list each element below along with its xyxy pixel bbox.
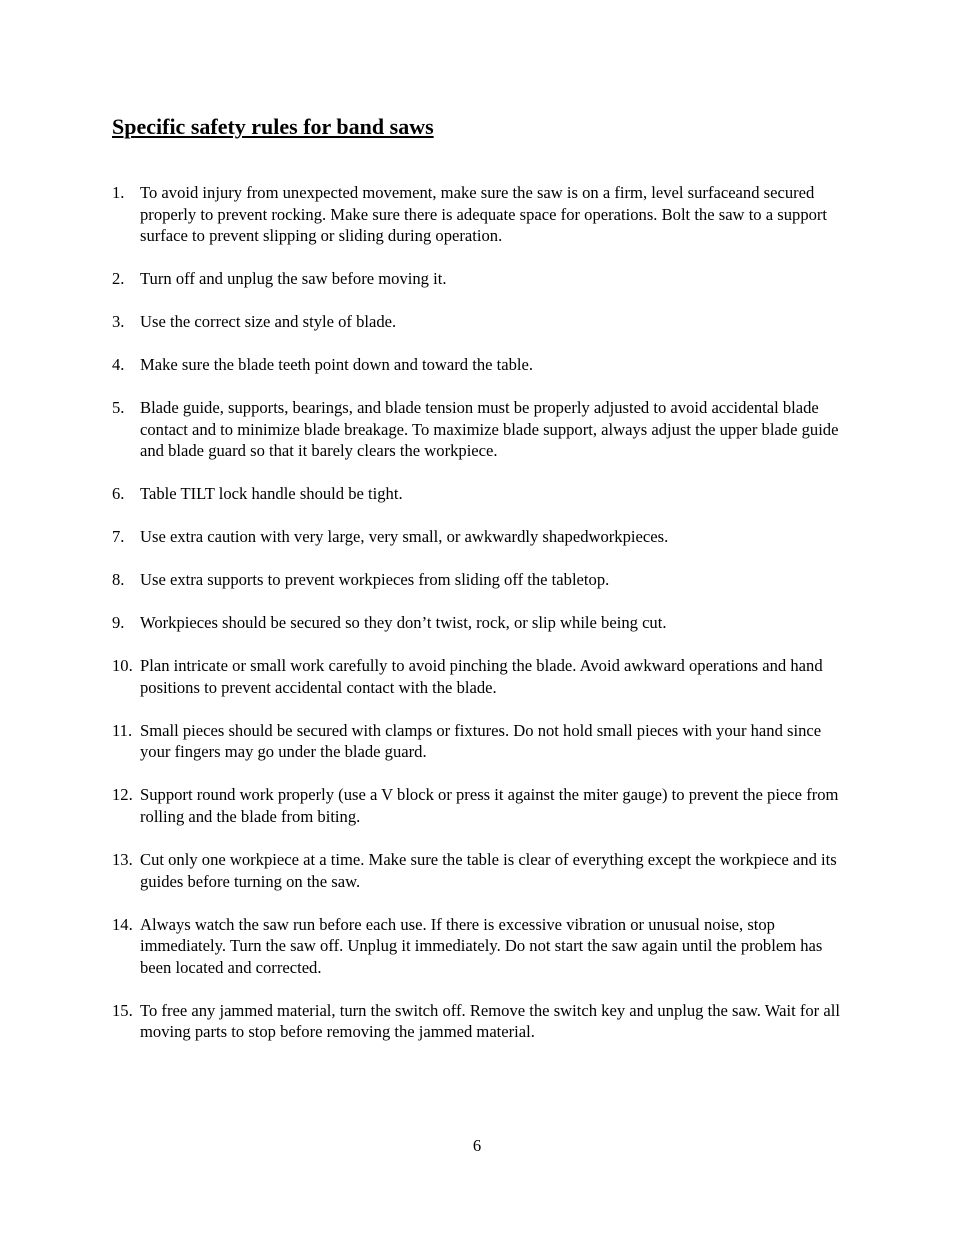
item-text: Plan intricate or small work carefully to avoid pinching the blade. Avoid awkward operations and hand positions to prevent accidental contact with the blade. bbox=[140, 656, 823, 697]
item-number: 2. bbox=[112, 269, 125, 289]
item-number: 9. bbox=[112, 613, 125, 633]
list-item bbox=[112, 914, 852, 979]
safety-rules-list bbox=[112, 182, 852, 1064]
item-text: To free any jammed material, turn the switch off. Remove the switch key and unplug the saw. Wait for all moving parts to stop before removing the jammed material. bbox=[140, 1000, 840, 1042]
item-text: Always watch the saw run before each use. If there is excessive vibration or unusual noise, stop immediately. Turn the saw off. Unplug it immediately. Do not start the saw again until the problem has been located and corrected. bbox=[140, 914, 823, 977]
item-number: 7. bbox=[112, 527, 125, 547]
item-number: 5. bbox=[112, 398, 125, 418]
item-text: Use extra caution with very large, very small, or awkwardly shapedworkpieces. bbox=[140, 527, 669, 547]
item-text: Cut only one workpiece at a time. Make sure the table is clear of everything except the workpiece and its guides before turning on the saw. bbox=[140, 849, 837, 891]
list-item bbox=[112, 784, 852, 827]
item-text: Use the correct size and style of blade. bbox=[140, 312, 397, 332]
item-number: 1. bbox=[112, 183, 125, 202]
item-text: Table TILT lock handle should be tight. bbox=[140, 484, 403, 504]
item-text: Workpieces should be secured so they don’t twist, rock, or slip while being cut. bbox=[140, 613, 667, 633]
item-number: 4. bbox=[112, 355, 125, 375]
item-text: Turn off and unplug the saw before moving it. bbox=[140, 269, 447, 289]
list-item bbox=[112, 354, 852, 376]
list-item bbox=[112, 1000, 852, 1043]
list-item bbox=[112, 612, 852, 634]
list-item bbox=[112, 483, 852, 505]
item-text: Blade guide, supports, bearings, and blade tension must be properly adjusted to avoid accidental blade contact and to minimize blade breakage. To maximize blade support, always adjust the upper blade guide and blade guard so that it barely clears the workpiece. bbox=[140, 398, 839, 461]
list-item bbox=[112, 655, 852, 698]
item-number: 3. bbox=[112, 312, 125, 332]
item-number: 11. bbox=[112, 720, 133, 740]
item-number: 13. bbox=[112, 849, 133, 869]
list-item bbox=[112, 397, 852, 462]
page-title: Specific safety rules for band saws bbox=[112, 114, 434, 139]
list-item bbox=[112, 526, 852, 548]
item-number: 14. bbox=[112, 914, 133, 934]
item-text: Support round work properly (use a V block or press it against the miter gauge) to prevent the piece from rolling and the blade from biting. bbox=[140, 785, 839, 826]
item-text: Make sure the blade teeth point down and toward the table. bbox=[140, 355, 534, 375]
page-number: 6 bbox=[472, 1136, 482, 1155]
item-text: Use extra supports to prevent workpieces from sliding off the tabletop. bbox=[140, 570, 610, 590]
list-item bbox=[112, 720, 852, 763]
item-number: 6. bbox=[112, 484, 125, 504]
list-item bbox=[112, 268, 852, 290]
item-number: 15. bbox=[112, 1000, 133, 1020]
list-item bbox=[112, 849, 852, 892]
list-item bbox=[112, 182, 852, 247]
item-number: 10. bbox=[112, 656, 133, 676]
item-text: Small pieces should be secured with clamps or fixtures. Do not hold small pieces with your hand since your fingers may go under the blade guard. bbox=[140, 720, 822, 762]
list-item bbox=[112, 311, 852, 333]
list-item bbox=[112, 569, 852, 591]
item-number: 8. bbox=[112, 570, 125, 590]
item-number: 12. bbox=[112, 785, 133, 805]
item-text: To avoid injury from unexpected movement, make sure the saw is on a firm, level surfaceand secured properly to prevent rocking. Make sure there is adequate space for operations. Bolt the saw to a support surface to prevent slipping or sliding during operation. bbox=[140, 183, 828, 246]
